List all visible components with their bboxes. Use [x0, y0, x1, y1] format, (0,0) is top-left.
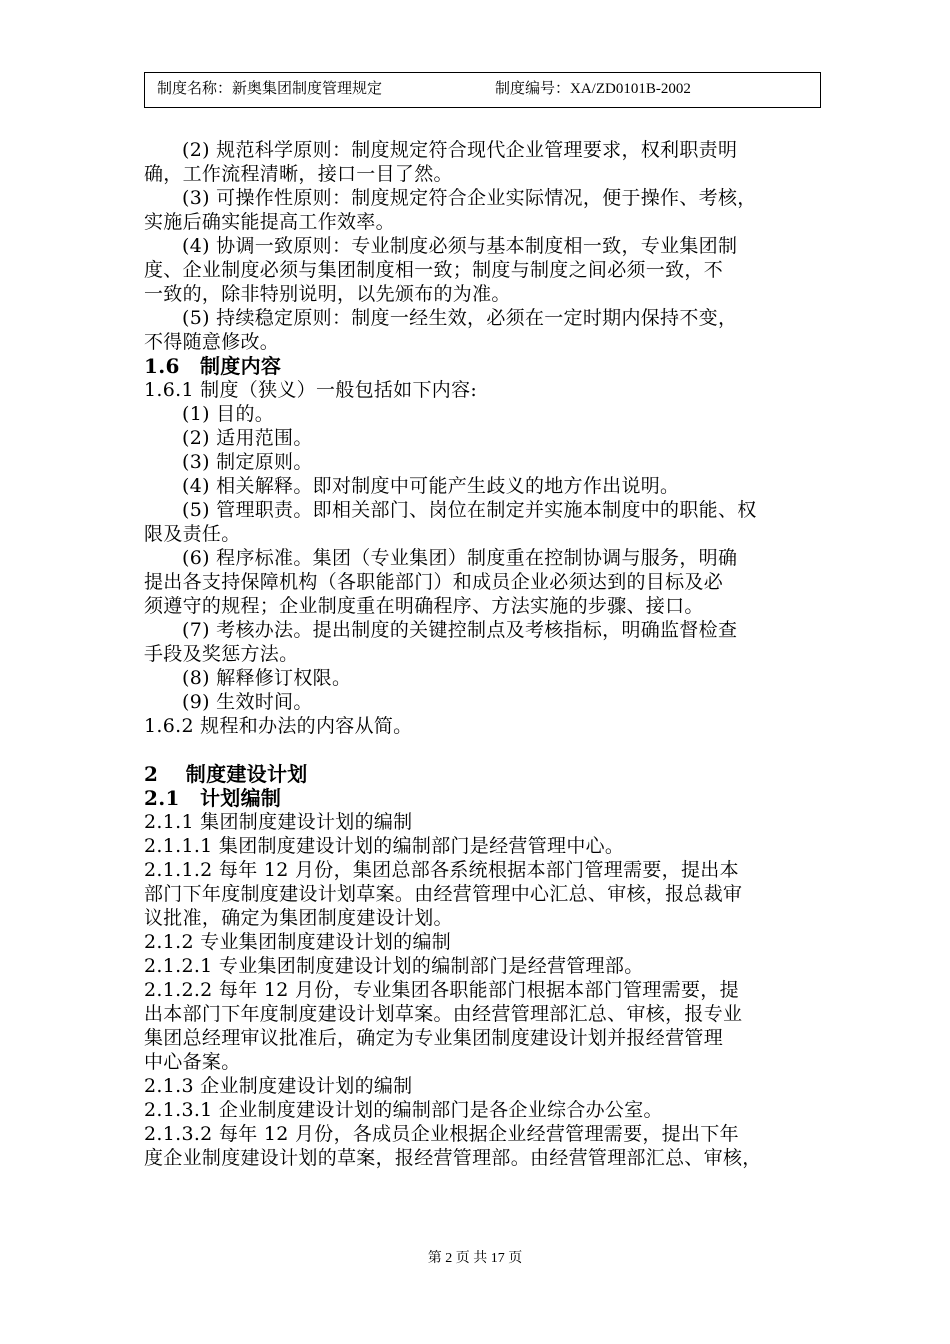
- text-line: 1.6.1 制度（狭义）一般包括如下内容:: [144, 379, 478, 401]
- text-line: (9) 生效时间。: [182, 691, 313, 713]
- text-line: (2) 规范科学原则：制度规定符合现代企业管理要求，权利职责明: [182, 139, 738, 161]
- text-line: 提出各支持保障机构（各职能部门）和成员企业必须达到的目标及必: [144, 571, 724, 593]
- regulation-code: 制度编号：XA/ZD0101B-2002: [495, 81, 691, 97]
- text-line: (2) 适用范围。: [182, 427, 313, 449]
- text-line: 部门下年度制度建设计划草案。由经营管理中心汇总、审核，报总裁审: [144, 883, 743, 905]
- text-line: (8) 解释修订权限。: [182, 667, 352, 689]
- section-heading: 2.1 计划编制: [144, 786, 282, 810]
- text-line: (4) 协调一致原则：专业制度必须与基本制度相一致，专业集团制: [182, 235, 738, 257]
- text-line: 2.1.3 企业制度建设计划的编制: [144, 1075, 413, 1097]
- text-line: 2.1.1.2 每年 12 月份，集团总部各系统根据本部门管理需要，提出本: [144, 859, 739, 881]
- text-line: 一致的，除非特别说明，以先颁布的为准。: [144, 283, 511, 305]
- text-line: 中心备案。: [144, 1051, 241, 1073]
- text-line: 度、企业制度必须与集团制度相一致；制度与制度之间必须一致，不: [144, 259, 724, 281]
- text-line: 1.6.2 规程和办法的内容从简。: [144, 715, 413, 737]
- document-header: [144, 72, 821, 108]
- text-line: (3) 可操作性原则：制度规定符合企业实际情况，便于操作、考核，: [182, 187, 757, 209]
- text-line: 议批准，确定为集团制度建设计划。: [144, 907, 453, 929]
- blank-line: [144, 738, 834, 762]
- text-line: 确，工作流程清晰，接口一目了然。: [144, 163, 453, 185]
- text-line: (6) 程序标准。集团（专业集团）制度重在控制协调与服务，明确: [182, 547, 738, 569]
- text-line: 2.1.1 集团制度建设计划的编制: [144, 811, 413, 833]
- text-line: 2.1.2 专业集团制度建设计划的编制: [144, 931, 452, 953]
- text-line: 度企业制度建设计划的草案，报经营管理部。由经营管理部汇总、审核，: [144, 1147, 762, 1169]
- text-line: 手段及奖惩方法。: [144, 643, 299, 665]
- text-line: 不得随意修改。: [144, 331, 280, 353]
- text-line: (7) 考核办法。提出制度的关键控制点及考核指标，明确监督检查: [182, 619, 738, 641]
- text-line: 实施后确实能提高工作效率。: [144, 211, 395, 233]
- text-line: 限及责任。: [144, 523, 241, 545]
- text-line: 2.1.3.1 企业制度建设计划的编制部门是各企业综合办公室。: [144, 1099, 663, 1121]
- text-line: 须遵守的规程；企业制度重在明确程序、方法实施的步骤、接口。: [144, 595, 704, 617]
- document-body: [144, 138, 834, 1170]
- text-line: (3) 制定原则。: [182, 451, 313, 473]
- text-line: 2.1.2.2 每年 12 月份，专业集团各职能部门根据本部门管理需要，提: [144, 979, 739, 1001]
- page-number: 第 2 页 共 17 页: [427, 1251, 523, 1266]
- text-line: 出本部门下年度制度建设计划草案。由经营管理部汇总、审核，报专业: [144, 1003, 743, 1025]
- section-heading: 2 制度建设计划: [144, 762, 308, 786]
- regulation-name: 制度名称：新奥集团制度管理规定: [157, 81, 383, 97]
- text-line: (5) 持续稳定原则：制度一经生效，必须在一定时期内保持不变，: [182, 307, 738, 329]
- text-line: (5) 管理职责。即相关部门、岗位在制定并实施本制度中的职能、权: [182, 499, 757, 521]
- text-line: 2.1.2.1 专业集团制度建设计划的编制部门是经营管理部。: [144, 955, 644, 977]
- text-line: 2.1.3.2 每年 12 月份，各成员企业根据企业经营管理需要，提出下年: [144, 1123, 739, 1145]
- section-heading: 1.6 制度内容: [144, 354, 282, 378]
- text-line: (4) 相关解释。即对制度中可能产生歧义的地方作出说明。: [182, 475, 680, 497]
- text-line: 集团总经理审议批准后，确定为专业集团制度建设计划并报经营管理: [144, 1027, 724, 1049]
- text-line: (1) 目的。: [182, 403, 275, 425]
- text-line: 2.1.1.1 集团制度建设计划的编制部门是经营管理中心。: [144, 835, 625, 857]
